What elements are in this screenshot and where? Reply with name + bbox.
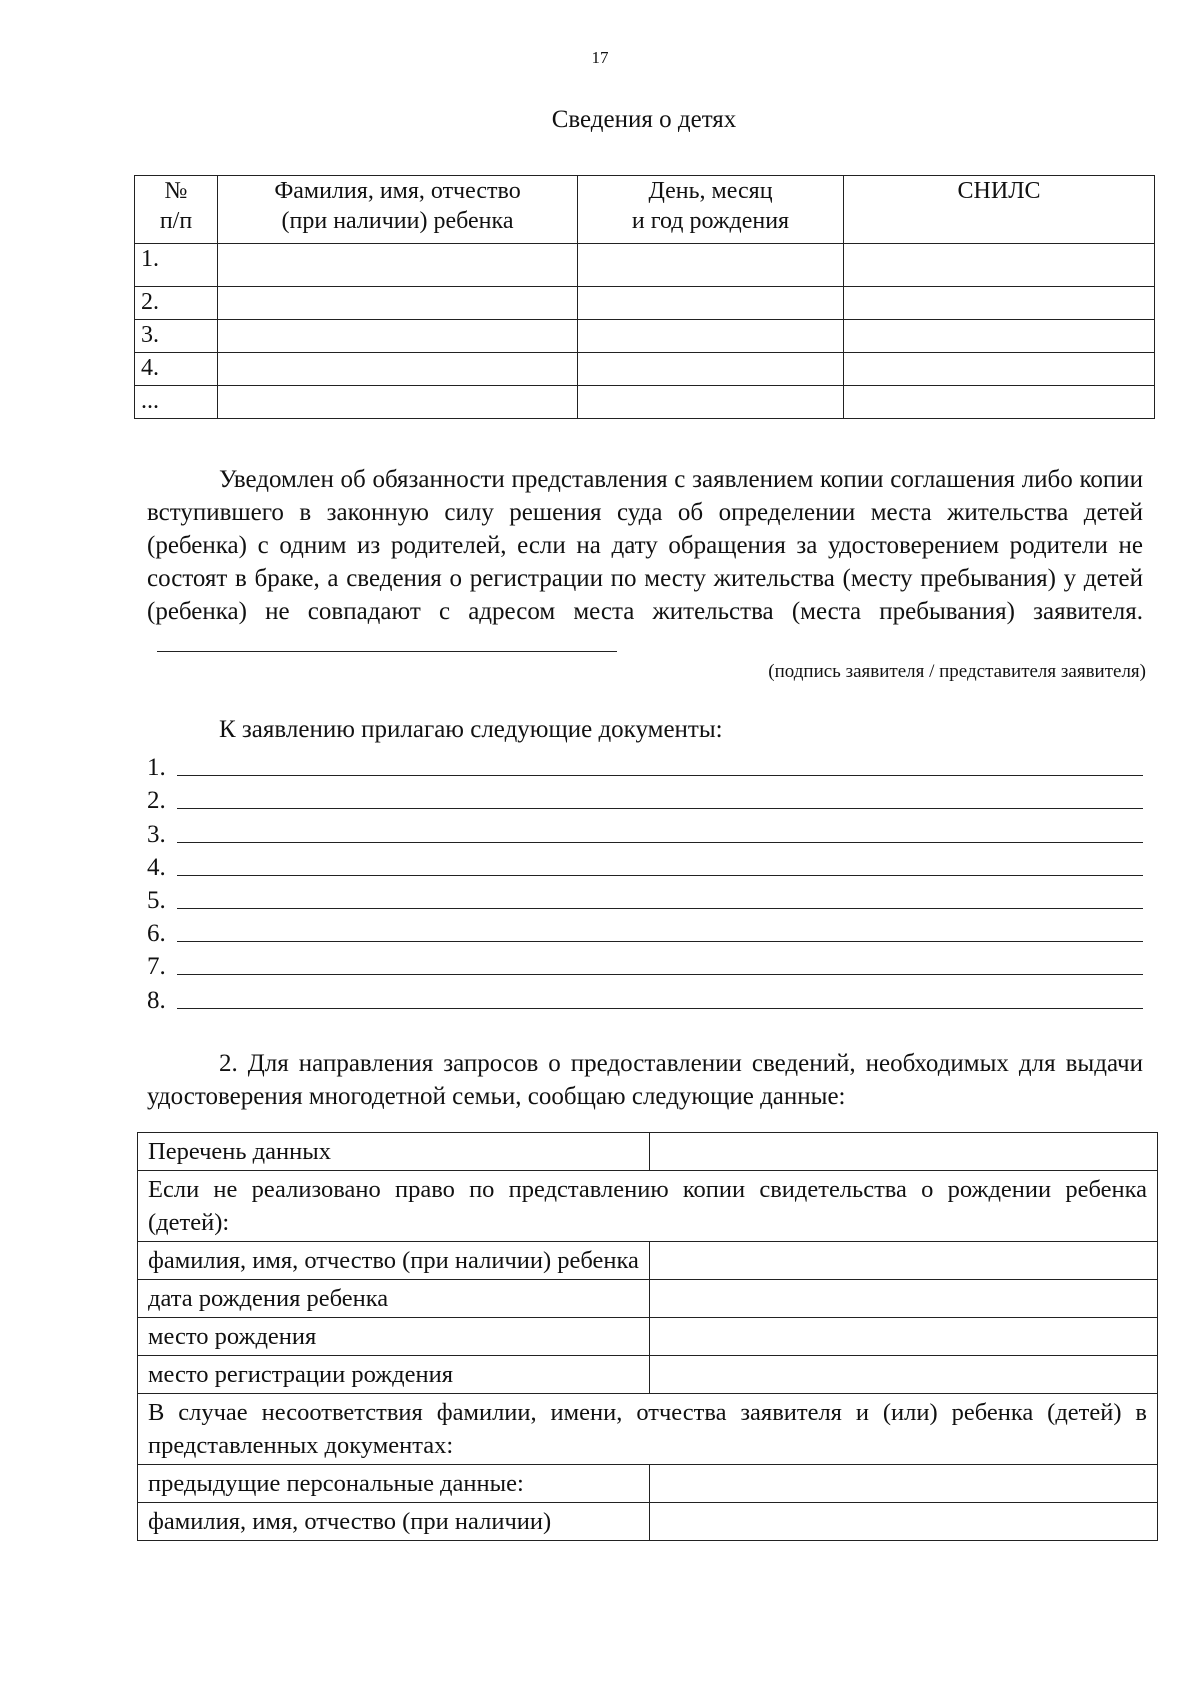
header-num-line1: № — [164, 178, 188, 204]
child-snils-cell[interactable] — [844, 244, 1155, 287]
document-entry-line[interactable] — [177, 841, 1143, 843]
child-snils-cell[interactable] — [844, 386, 1155, 419]
children-section-title: Сведения о детях — [551, 106, 737, 133]
list-item — [147, 815, 1143, 848]
child-fio-value[interactable] — [650, 1242, 1158, 1280]
document-entry-line[interactable] — [177, 940, 1143, 942]
child-fio-label: фамилия, имя, отчество (при наличии) ребенка — [138, 1242, 650, 1280]
children-table — [134, 175, 1155, 419]
table-row — [138, 1242, 1158, 1280]
child-dob-cell[interactable] — [578, 320, 844, 353]
table-row — [138, 1356, 1158, 1394]
birth-cert-heading: Если не реализовано право по представлению копии свидетельства о рождении ребенка (детей): — [138, 1171, 1158, 1242]
child-dob-cell[interactable] — [578, 386, 844, 419]
signature-line[interactable] — [157, 629, 617, 652]
header-dob-line2: и год рождения — [631, 208, 790, 234]
fio-label: фамилия, имя, отчество (при наличии) — [138, 1503, 650, 1541]
birth-place-value[interactable] — [650, 1318, 1158, 1356]
list-item-number: 4. — [147, 853, 166, 881]
header-dob — [578, 176, 844, 244]
table-row — [138, 1280, 1158, 1318]
child-snils-cell[interactable] — [844, 353, 1155, 386]
child-name-cell[interactable] — [218, 287, 578, 320]
signature-caption: (подпись заявителя / представителя заявителя) — [768, 661, 1146, 682]
header-name-line1: Фамилия, имя, отчество — [274, 178, 521, 204]
child-dob-value[interactable] — [650, 1280, 1158, 1318]
birth-place-label: место рождения — [138, 1318, 650, 1356]
table-row — [135, 320, 1155, 353]
row-num: 2. — [135, 287, 218, 320]
notice-paragraph — [147, 463, 1143, 661]
table-row — [135, 244, 1155, 287]
data-table — [137, 1132, 1158, 1541]
list-item — [147, 915, 1143, 948]
birth-registration-label: место регистрации рождения — [138, 1356, 650, 1394]
child-name-cell[interactable] — [218, 320, 578, 353]
list-item-number: 6. — [147, 920, 166, 948]
list-item-number: 8. — [147, 986, 166, 1014]
child-dob-cell[interactable] — [578, 244, 844, 287]
table-row — [135, 386, 1155, 419]
list-item-number: 7. — [147, 953, 166, 981]
document-entry-line[interactable] — [177, 1007, 1143, 1009]
notice-text: Уведомлен об обязанности представления с заявлением копии соглашения либо копии вступившего в законную силу решения суда об определении места жительства детей (ребенка) с одним из родителей, если на дату обращения за удостоверением родители не состоят в браке, а сведения о регистрации по месту жительства (месту пребывания) у детей (ребенка) не совпадают с адресом места жительства (места пребывания) заявителя. — [147, 466, 1143, 625]
previous-data-value[interactable] — [650, 1465, 1158, 1503]
header-dob-line1: День, месяц — [648, 178, 773, 204]
list-item-number: 5. — [147, 886, 166, 914]
previous-data-label: предыдущие персональные данные: — [138, 1465, 650, 1503]
child-snils-cell[interactable] — [844, 287, 1155, 320]
birth-registration-value[interactable] — [650, 1356, 1158, 1394]
section2-paragraph: 2. Для направления запросов о предоставлении сведений, необходимых для выдачи удостоверения многодетной семьи, сообщаю следующие данные: — [147, 1050, 1143, 1110]
list-item — [147, 981, 1143, 1014]
table-row — [138, 1318, 1158, 1356]
child-dob-label: дата рождения ребенка — [138, 1280, 650, 1318]
header-name-line2: (при наличии) ребенка — [281, 208, 514, 234]
table-row — [138, 1133, 1158, 1171]
mismatch-heading: В случае несоответствия фамилии, имени, отчества заявителя и (или) ребенка (детей) в представленных документах: — [138, 1394, 1158, 1465]
child-snils-cell[interactable] — [844, 320, 1155, 353]
list-item-number: 3. — [147, 820, 166, 848]
list-item-number: 2. — [147, 787, 166, 815]
list-item — [147, 882, 1143, 915]
row-num: 1. — [135, 244, 218, 287]
attachments-heading: К заявлению прилагаю следующие документы: — [219, 716, 723, 743]
header-name — [218, 176, 578, 244]
attachments-list — [147, 749, 1143, 1015]
table-row — [135, 287, 1155, 320]
child-name-cell[interactable] — [218, 244, 578, 287]
document-entry-line[interactable] — [177, 907, 1143, 909]
page-number: 17 — [591, 48, 609, 67]
row-num: 4. — [135, 353, 218, 386]
table-row — [138, 1394, 1158, 1465]
list-item — [147, 782, 1143, 815]
header-num-line2: п/п — [159, 208, 193, 234]
child-name-cell[interactable] — [218, 353, 578, 386]
child-dob-cell[interactable] — [578, 287, 844, 320]
table-row — [135, 353, 1155, 386]
child-name-cell[interactable] — [218, 386, 578, 419]
document-entry-line[interactable] — [177, 874, 1143, 876]
list-item — [147, 948, 1143, 981]
row-num: ... — [135, 386, 218, 419]
table-row — [138, 1465, 1158, 1503]
table-row — [138, 1503, 1158, 1541]
document-entry-line[interactable] — [177, 973, 1143, 975]
data-value-cell[interactable] — [650, 1133, 1158, 1171]
table-row — [138, 1171, 1158, 1242]
document-entry-line[interactable] — [177, 807, 1143, 809]
data-list-header: Перечень данных — [138, 1133, 650, 1171]
list-item — [147, 749, 1143, 782]
header-num — [135, 176, 218, 244]
children-table-header — [135, 176, 1155, 244]
document-entry-line[interactable] — [177, 774, 1143, 776]
row-num: 3. — [135, 320, 218, 353]
header-snils: СНИЛС — [844, 176, 1155, 244]
fio-value[interactable] — [650, 1503, 1158, 1541]
child-dob-cell[interactable] — [578, 353, 844, 386]
list-item — [147, 849, 1143, 882]
list-item-number: 1. — [147, 754, 166, 782]
